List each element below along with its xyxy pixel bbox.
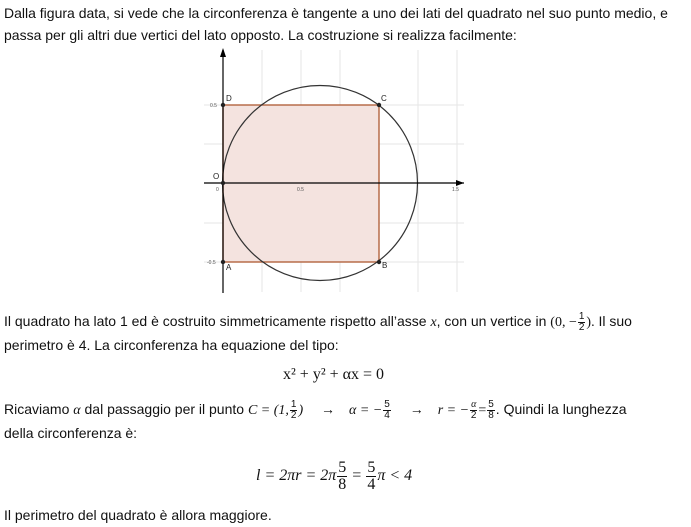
r-eq: r = −: [437, 403, 470, 418]
square-text-b: , con un vertice in: [436, 313, 551, 329]
r-fraction-2: [487, 400, 495, 421]
alpha-line-2: della circonferenza è:: [4, 425, 138, 441]
length-f1-num: 5: [338, 459, 347, 476]
point-c: [377, 103, 381, 107]
square-paragraph: [4, 310, 686, 356]
r-num-2: 5: [488, 398, 494, 410]
r-fraction-1: [470, 400, 477, 421]
var-x: x: [430, 315, 437, 330]
alpha-fraction: [383, 400, 391, 421]
tick-y-0-5: 0.5: [210, 103, 217, 109]
r-num-1: α: [471, 398, 477, 410]
intro-line-1: Dalla figura data, si vede che la circonferenza è tangente a uno dei lati del quadrato nel suo punto medio, e: [4, 5, 668, 21]
length-f1-den: 8: [338, 476, 347, 493]
square-text-a: Il quadrato ha lato 1 ed è costruito simmetricamente rispetto all’asse: [4, 313, 431, 329]
label-a: A: [226, 263, 232, 272]
alpha-den: 4: [384, 409, 390, 421]
label-o: O: [213, 172, 220, 181]
vertex-open: (0, −: [550, 315, 577, 330]
intro-line-2: passa per gli altri due vertici del lato opposto. La costruzione si realizza facilmente:: [4, 27, 517, 43]
arrow-2: →: [409, 401, 424, 417]
label-c: C: [381, 94, 387, 103]
square-line-2: perimetro è 4. La circonferenza ha equazione del tipo:: [4, 337, 339, 353]
length-lhs: l = 2πr = 2π: [256, 467, 337, 485]
point-d: [221, 103, 225, 107]
x-axis-arrow: [456, 180, 464, 186]
tick-y-neg-0-5: -0.5: [207, 260, 216, 266]
length-f2-num: 5: [367, 459, 376, 476]
r-eq-2: =: [478, 403, 487, 418]
alpha-symbol: α: [73, 403, 81, 418]
point-c-den: 2: [290, 409, 297, 421]
alpha-paragraph: [4, 398, 686, 444]
tick-x-0-5: 0.5: [297, 187, 304, 193]
square-line-1: [4, 310, 686, 334]
alpha-num: 5: [384, 398, 390, 410]
alpha-text-b: dal passaggio per il punto: [80, 401, 248, 417]
equation-length: [256, 460, 412, 493]
vertex-num: 1: [578, 310, 585, 322]
point-c-expr: C = (1,: [247, 403, 289, 418]
alpha-line-1: [4, 398, 686, 422]
conclusion: Il perimetro del quadrato è allora maggiore.: [4, 507, 272, 523]
vertex-den: 2: [578, 321, 585, 333]
length-fraction-2: [366, 460, 376, 493]
arrow-1: →: [321, 401, 336, 417]
equation-circle: x² + y² + αx = 0: [283, 366, 385, 383]
r-den-1: 2: [470, 409, 477, 421]
length-f2-den: 4: [367, 476, 376, 493]
point-b: [377, 260, 381, 264]
point-c-num: 1: [290, 398, 297, 410]
label-d: D: [226, 94, 232, 103]
alpha-text-a: Ricaviamo: [4, 401, 74, 417]
alpha-eq: α = −: [349, 403, 383, 418]
point-o: [221, 181, 225, 185]
alpha-text-c: . Quindi la lunghezza: [495, 401, 627, 417]
length-rhs: π < 4: [377, 467, 413, 485]
vertex-close: ).: [586, 315, 595, 330]
point-c-fraction: [290, 400, 298, 421]
point-c-close: ): [298, 403, 304, 418]
tick-x-1-5: 1.5: [452, 187, 459, 193]
point-a: [221, 260, 225, 264]
y-axis-arrow: [220, 48, 226, 57]
label-b: B: [382, 261, 388, 270]
vertex-fraction: [578, 312, 586, 333]
r-den-2: 8: [488, 409, 494, 421]
length-mid: =: [352, 467, 362, 485]
square-text-c: Il suo: [594, 313, 632, 329]
tick-x-0: 0: [216, 187, 219, 193]
length-fraction-1: [337, 460, 347, 493]
